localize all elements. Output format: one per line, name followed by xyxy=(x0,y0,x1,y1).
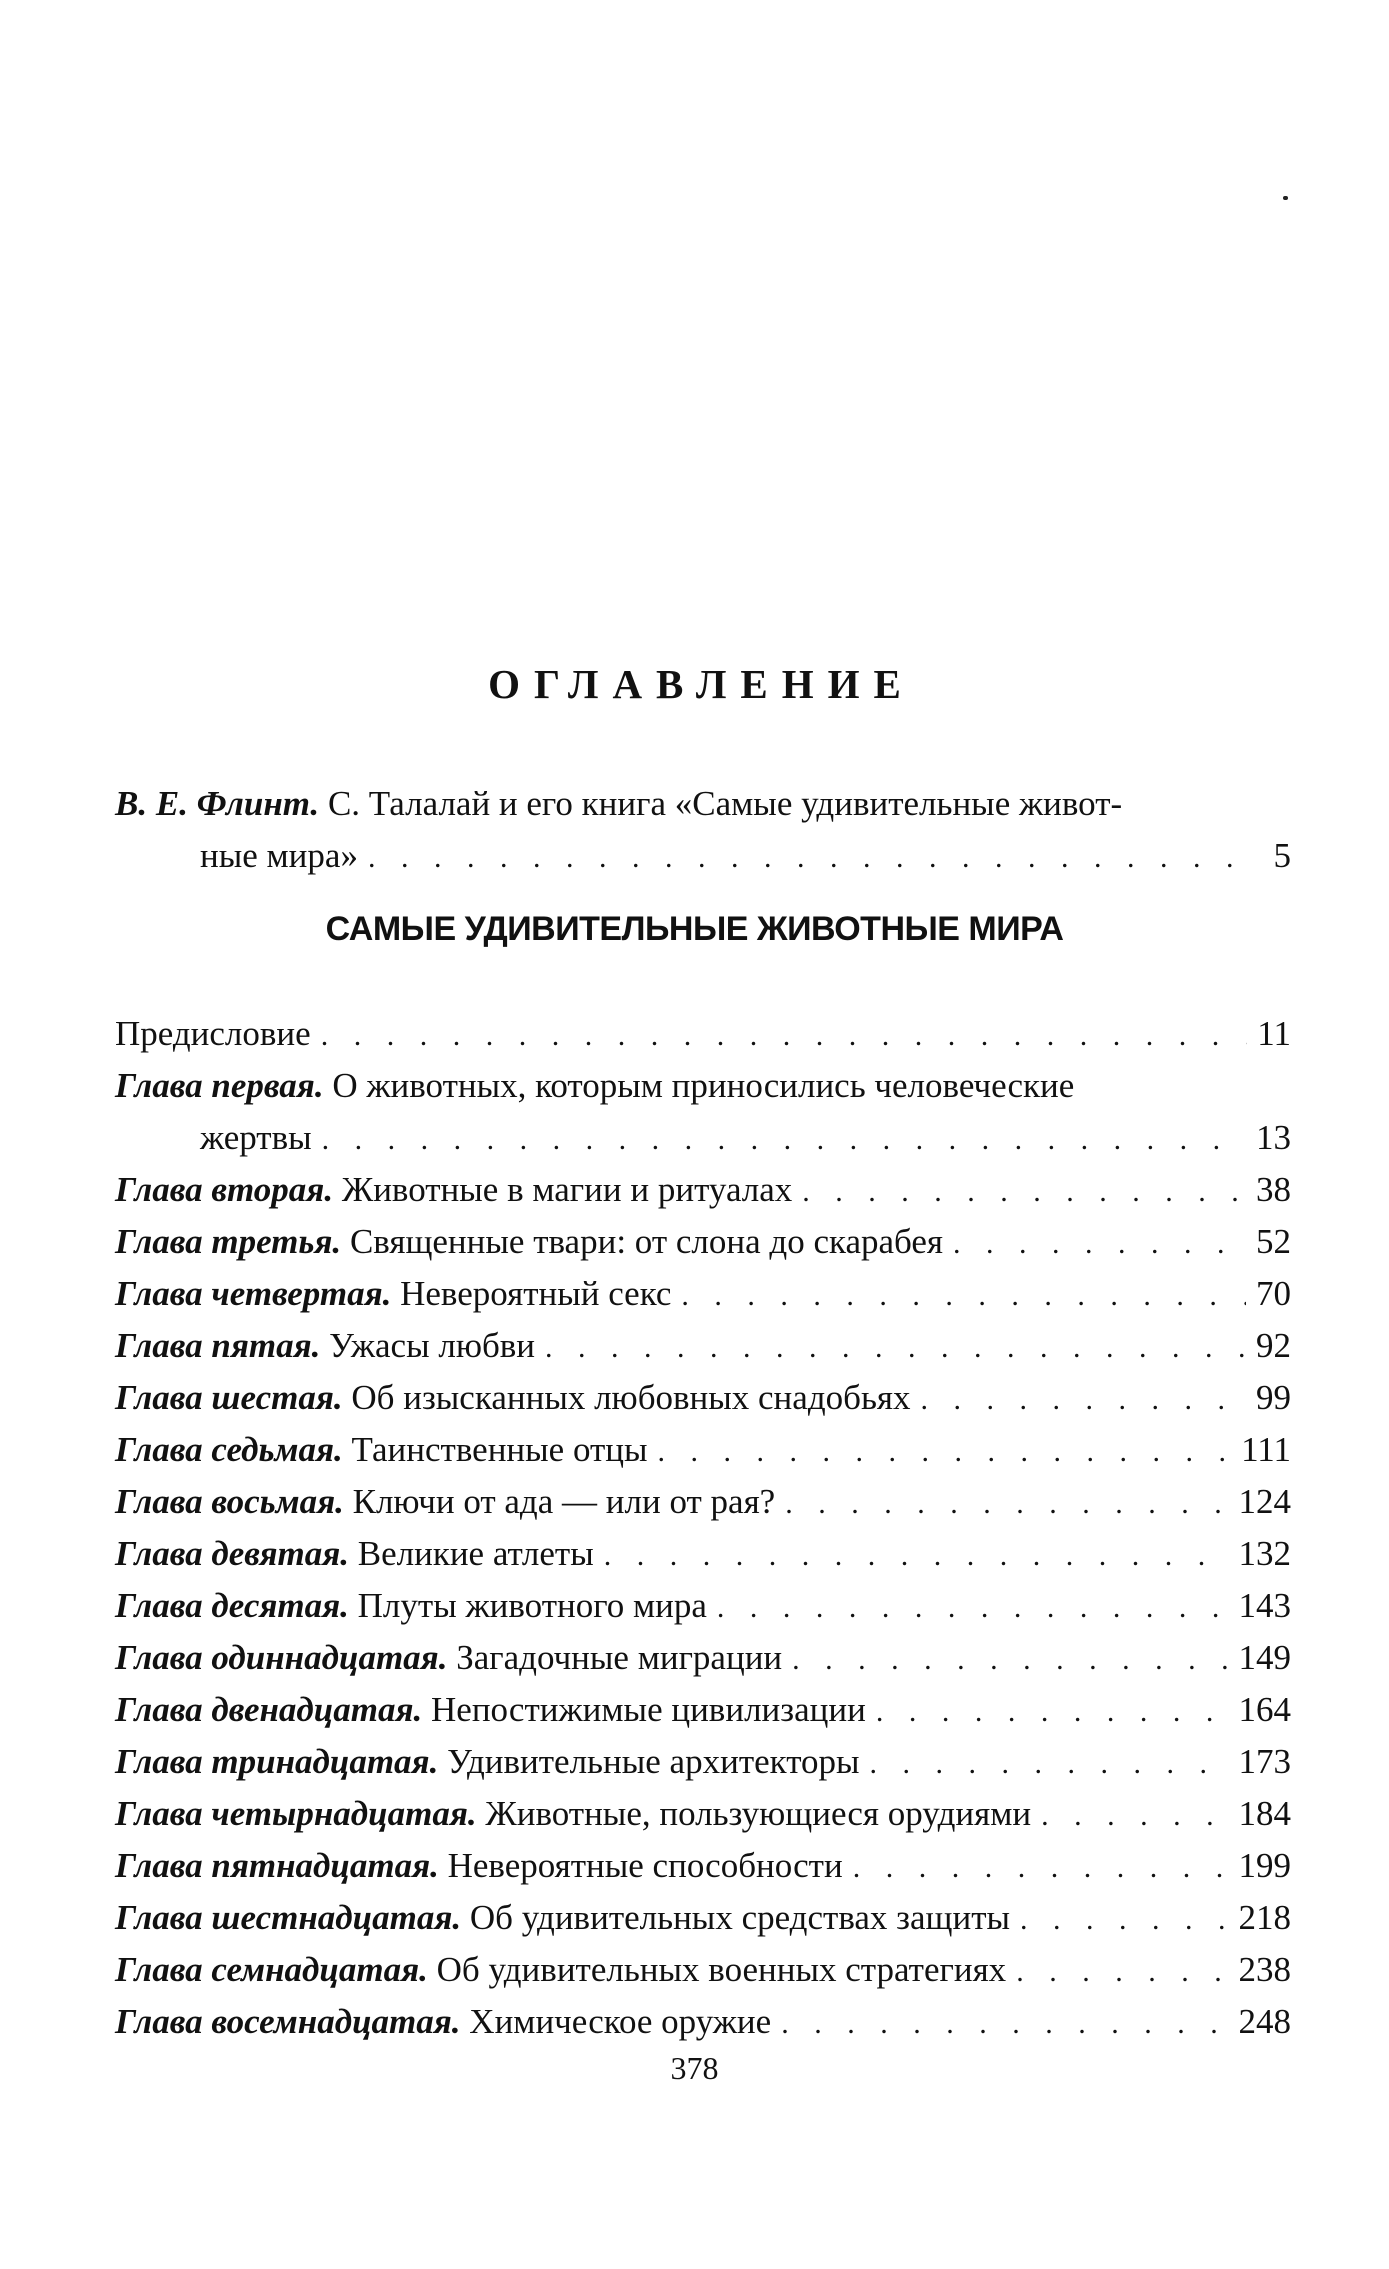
toc-entry-chapter xyxy=(115,1996,1291,2048)
entry-label: Глава тринадцатая. xyxy=(115,1742,439,1781)
toc-entry-chapter xyxy=(115,1320,1291,1372)
entry-title: Загадочные миграции xyxy=(447,1638,783,1677)
entry-title-continued: жертвы xyxy=(200,1118,312,1157)
dot-leader xyxy=(1041,1790,1228,1842)
entry-page-number: 173 xyxy=(1238,1742,1291,1781)
entry-title: Великие атлеты xyxy=(349,1534,594,1573)
dot-leader xyxy=(681,1270,1246,1322)
entry-label: Глава пятнадцатая. xyxy=(115,1846,439,1885)
toc-entry-chapter xyxy=(115,1684,1291,1736)
entry-label: Глава первая. xyxy=(115,1066,324,1105)
entry-label: Глава четвертая. xyxy=(115,1274,392,1313)
entry-title: Предисловие xyxy=(115,1014,311,1053)
entry-title: С. Талалай и его книга «Самые удивительные живот- xyxy=(319,784,1123,823)
entry-title: Об изысканных любовных снадобьях xyxy=(342,1378,911,1417)
entry-label: Глава семнадцатая. xyxy=(115,1950,428,1989)
entry-author: В. Е. Флинт. xyxy=(115,784,320,823)
entry-label: Глава вторая. xyxy=(115,1170,334,1209)
page-folio: 378 xyxy=(670,2050,719,2086)
entry-label: Глава шестая. xyxy=(115,1378,343,1417)
dot-leader xyxy=(1016,1946,1228,1998)
dot-leader xyxy=(921,1374,1246,1426)
entry-title: Ключи от ада — или от рая? xyxy=(343,1482,776,1521)
entry-label: Глава двенадцатая. xyxy=(115,1690,423,1729)
entry-label: Глава шестнадцатая. xyxy=(115,1898,462,1937)
toc-entry-chapter xyxy=(115,1632,1291,1684)
entry-title: Священные твари: от слона до скарабея xyxy=(341,1222,944,1261)
dot-leader xyxy=(785,1478,1228,1530)
entry-label: Глава десятая. xyxy=(115,1586,349,1625)
dot-leader xyxy=(853,1842,1229,1894)
entry-page-number: 11 xyxy=(1257,1014,1291,1053)
toc-entry-chapter xyxy=(115,1944,1291,1996)
dot-leader xyxy=(368,832,1261,884)
dot-leader xyxy=(792,1634,1228,1686)
entry-title: Невероятные способности xyxy=(438,1846,843,1885)
entry-page-number: 164 xyxy=(1238,1690,1291,1729)
entry-page-number: 248 xyxy=(1238,2002,1291,2041)
entry-page-number: 143 xyxy=(1238,1586,1291,1625)
entry-title: Удивительные архитекторы xyxy=(438,1742,860,1781)
entry-title: Животные, пользующиеся орудиями xyxy=(476,1794,1032,1833)
dot-leader xyxy=(322,1114,1246,1166)
toc-entry-preface xyxy=(115,1008,1291,1060)
toc-entry-chapter xyxy=(115,1736,1291,1788)
toc-entry-chapter xyxy=(115,1580,1291,1632)
entry-title: Об удивительных военных стратегиях xyxy=(427,1950,1007,1989)
entry-page-number: 70 xyxy=(1256,1274,1291,1313)
entry-label: Глава пятая. xyxy=(115,1326,321,1365)
entry-page-number: 238 xyxy=(1238,1950,1291,1989)
entry-title-continued: ные мира» xyxy=(200,836,358,875)
entry-page-number: 111 xyxy=(1241,1430,1291,1469)
entry-label: Глава третья. xyxy=(115,1222,342,1261)
entry-label: Глава девятая. xyxy=(115,1534,349,1573)
entry-title: О животных, которым приносились человеческие xyxy=(323,1066,1075,1105)
dot-leader xyxy=(604,1530,1229,1582)
entry-page-number: 124 xyxy=(1238,1482,1291,1521)
toc-entry-chapter xyxy=(115,1268,1291,1320)
entry-page-number: 184 xyxy=(1238,1794,1291,1833)
toc-entry-chapter xyxy=(115,1840,1291,1892)
toc-entry-chapter xyxy=(115,1216,1291,1268)
entry-label: Глава восемнадцатая. xyxy=(115,2002,461,2041)
entry-page-number: 199 xyxy=(1238,1846,1291,1885)
entry-title: Непостижимые цивилизации xyxy=(422,1690,866,1729)
entry-page-number: 13 xyxy=(1256,1118,1291,1157)
entry-label: Глава одиннадцатая. xyxy=(115,1638,448,1677)
entry-title: Невероятный секс xyxy=(391,1274,672,1313)
toc-entry-foreword xyxy=(115,778,1291,882)
toc-entry-chapter xyxy=(115,1372,1291,1424)
entry-page-number: 38 xyxy=(1256,1170,1291,1209)
dot-leader xyxy=(876,1686,1229,1738)
toc-entry-chapter xyxy=(115,1788,1291,1840)
entry-page-number: 99 xyxy=(1256,1378,1291,1417)
dot-leader xyxy=(1020,1894,1228,1946)
part-title: САМЫЕ УДИВИТЕЛЬНЫЕ ЖИВОТНЫЕ МИРА xyxy=(325,910,1064,948)
entry-page-number: 218 xyxy=(1238,1898,1291,1937)
dot-leader xyxy=(953,1218,1246,1270)
entry-page-number: 92 xyxy=(1256,1326,1291,1365)
entry-label: Глава восьмая. xyxy=(115,1482,344,1521)
toc-entry-chapter xyxy=(115,1528,1291,1580)
entry-page-number: 5 xyxy=(1273,836,1291,875)
dot-leader xyxy=(658,1426,1232,1478)
dot-leader xyxy=(321,1010,1248,1062)
entry-title: Животные в магии и ритуалах xyxy=(333,1170,793,1209)
print-speck xyxy=(1283,196,1288,200)
dot-leader xyxy=(781,1998,1228,2050)
toc-entry-chapter-1 xyxy=(115,1060,1291,1164)
entry-label: Глава седьмая. xyxy=(115,1430,343,1469)
toc-title: ОГЛАВЛЕНИЕ xyxy=(488,661,915,707)
dot-leader xyxy=(802,1166,1246,1218)
entry-label: Глава четырнадцатая. xyxy=(115,1794,477,1833)
entry-title: Ужасы любви xyxy=(320,1326,536,1365)
entry-title: Химическое оружие xyxy=(460,2002,772,2041)
entry-page-number: 132 xyxy=(1238,1534,1291,1573)
entry-title: Плуты животного мира xyxy=(348,1586,707,1625)
toc-entry-chapter xyxy=(115,1476,1291,1528)
entry-page-number: 149 xyxy=(1238,1638,1291,1677)
entry-title: Об удивительных средствах защиты xyxy=(461,1898,1011,1937)
dot-leader xyxy=(870,1738,1229,1790)
toc-entry-chapter xyxy=(115,1424,1291,1476)
dot-leader xyxy=(545,1322,1246,1374)
dot-leader xyxy=(717,1582,1229,1634)
toc-entry-chapter xyxy=(115,1892,1291,1944)
entry-page-number: 52 xyxy=(1256,1222,1291,1261)
entry-title: Таинственные отцы xyxy=(342,1430,648,1469)
toc-entry-chapter xyxy=(115,1164,1291,1216)
